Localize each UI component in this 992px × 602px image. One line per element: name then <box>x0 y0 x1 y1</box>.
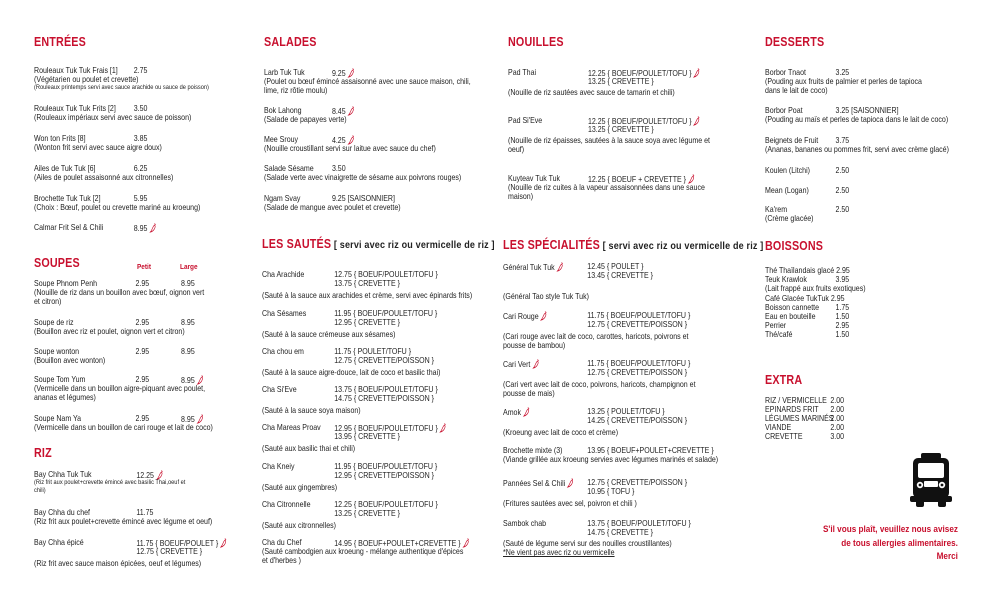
list-item <box>765 423 845 432</box>
item-description: pousse de mais) <box>503 389 555 399</box>
menu-item <box>262 462 438 493</box>
menu-item <box>262 538 463 566</box>
boissons-heading: BOISSONS <box>765 239 824 253</box>
item-name: CREVETTE <box>765 432 803 441</box>
item-name: LÉGUMES MARINÉS <box>765 414 834 423</box>
item-name: Rouleaux Tuk Tuk Frais [1] <box>34 66 118 75</box>
item-name: Soupe wonton <box>34 347 80 356</box>
item-price: 12.25 <box>136 471 154 480</box>
item-price: 2.95 <box>836 266 850 275</box>
menu-item <box>503 446 718 464</box>
item-price: 13.45 { CREVETTE } <box>587 271 654 281</box>
item-name: Kuyteav Tuk Tuk <box>508 174 561 183</box>
menu-item <box>262 347 440 377</box>
menu-item <box>34 318 195 337</box>
item-name: Won ton Frits [8] <box>34 134 86 143</box>
item-description: maison) <box>508 192 534 202</box>
item-price: 11.75 { BOEUF/POULET } <box>136 539 219 548</box>
item-price-large: 8.95 <box>181 347 195 356</box>
item-description: (Rouleaux printemps servi avec sauce arachide ou sauce de poisson) <box>34 84 209 92</box>
extra-list <box>765 396 845 441</box>
item-description: (Pouding au maïs et perles de tapioca dans le lait de coco) <box>765 115 949 125</box>
item-price: 12.75 { CREVETTE/POISSON } <box>587 368 688 378</box>
allergy-notice <box>823 523 958 564</box>
item-description: (Sauté à la sauce aigre-douce, lait de coco et basilic thai) <box>262 368 441 378</box>
item-description: et citron) <box>34 297 62 307</box>
item-description: dans le lait de coco) <box>765 86 828 96</box>
item-description: (Crème glacée) <box>765 214 814 224</box>
menu-item <box>508 174 705 202</box>
item-price-large: 8.95 <box>181 376 195 385</box>
chili-pepper-icon <box>347 68 355 78</box>
item-price-small: 2.95 <box>135 347 150 356</box>
menu-item <box>264 106 347 124</box>
item-price: 13.25 { CREVETTE } <box>334 509 401 519</box>
item-price: 9.25 <box>331 69 346 78</box>
allergy-notice-thanks: Merci <box>936 551 958 562</box>
item-description: (Ananas, bananes ou pommes frit, servi avec crème glacé) <box>765 145 949 155</box>
item-description: (Bouillon avec wonton) <box>34 356 106 366</box>
item-price-large: 8.95 <box>181 415 195 424</box>
soupes-heading: SOUPES <box>34 256 80 270</box>
item-description: (Nouille de riz cuites à la vapeur assaisonnées dans une sauce <box>508 183 705 193</box>
item-price: 12.25 { BOEUF + CREVETTE } <box>587 175 687 184</box>
petit-column-label: Petit <box>137 262 151 271</box>
item-price-small: 2.95 <box>135 375 150 384</box>
list-item <box>765 266 866 275</box>
item-description: (Nouille de riz épaisses, sautées à la sauce soya avec légume et <box>508 136 710 146</box>
item-price: 11.75 { POULET/TOFU } <box>334 347 412 356</box>
menu-item <box>34 470 185 495</box>
sautes-title: LES SAUTÉS <box>262 237 332 251</box>
list-item <box>765 432 845 441</box>
specialites-subtitle: [ servi avec riz ou vermicelle de riz ] <box>599 240 764 252</box>
chili-pepper-icon <box>693 116 701 126</box>
entrees-heading: ENTRÉES <box>34 35 86 49</box>
list-item <box>765 284 866 293</box>
item-description: (Sauté à la sauce crémeuse aux sésames) <box>262 330 396 340</box>
item-price-small: 2.95 <box>135 318 150 327</box>
item-price: 13.25 { CREVETTE } <box>587 125 654 135</box>
specialites-heading <box>503 238 763 252</box>
item-price: 3.25 [SAISONNIER] <box>835 106 899 115</box>
item-price: 10.95 { TOFU } <box>587 487 635 497</box>
item-price: 2.00 <box>830 423 845 432</box>
chili-pepper-icon <box>540 311 548 321</box>
chili-pepper-icon <box>532 359 540 369</box>
menu-item <box>503 478 688 509</box>
item-name: Bay Chha Tuk Tuk <box>34 470 92 479</box>
menu-item <box>262 309 438 340</box>
item-price: 3.75 <box>835 136 850 145</box>
salades-heading: SALADES <box>264 35 317 49</box>
menu-item <box>765 166 850 175</box>
large-column-label: Large <box>180 262 198 271</box>
item-name: Cari Vert <box>503 360 531 369</box>
item-name: Bay Chha épicé <box>34 538 84 547</box>
item-price: 12.95 { CREVETTE } <box>334 318 401 328</box>
item-name: VIANDE <box>765 423 792 432</box>
list-item <box>765 405 845 414</box>
allergy-notice-line: de tous allergies alimentaires. <box>841 537 958 549</box>
menu-item <box>765 186 850 195</box>
chili-pepper-icon <box>693 68 701 78</box>
item-description: (Nouille croustillant servi sur laitue avec sauce du chef) <box>264 144 436 154</box>
list-item <box>765 396 845 405</box>
item-name: Beignets de Fruit <box>765 136 819 145</box>
item-description: (Riz frit aux poulet+crevette émincé avec légume et oeuf) <box>34 517 213 527</box>
chili-pepper-icon <box>347 106 355 116</box>
item-price: 3.85 <box>133 134 148 143</box>
menu-item <box>503 407 688 438</box>
item-name: Café Glacée TukTuk <box>765 293 829 303</box>
item-price: 11.95 { BOEUF/POULET/TOFU } <box>334 462 438 471</box>
item-price: 13.95 { CREVETTE } <box>334 432 401 442</box>
chili-pepper-icon <box>347 135 355 145</box>
item-name: Cari Rouge <box>503 312 539 321</box>
menu-item <box>508 116 710 155</box>
item-price-small: 2.95 <box>135 414 150 423</box>
item-description: (Végétarien ou poulet et crevette) <box>34 75 139 85</box>
list-item <box>765 414 845 423</box>
item-name: Salade Sésame <box>264 164 314 173</box>
item-description: pousse de bambou) <box>503 341 566 351</box>
item-price: 14.95 { BOEUF+POULET+CREVETTE } <box>334 539 461 548</box>
item-description: (Poulet ou bœuf émincé assaisonné avec une sauce maison, chili, <box>264 77 471 87</box>
item-price-large: 8.95 <box>181 279 195 288</box>
menu-item <box>34 223 148 233</box>
item-description: (Viande grillée aux kroeung servies avec légumes marinés et salade) <box>503 455 719 465</box>
item-description: (Sauté aux citronnelles) <box>262 521 336 531</box>
menu-item <box>34 375 205 403</box>
item-price: 12.75 { CREVETTE/POISSON } <box>587 478 688 487</box>
item-price: 1.50 <box>835 330 850 340</box>
item-price: 2.00 <box>830 414 845 423</box>
item-price: 13.25 { CREVETTE } <box>587 77 654 87</box>
chili-pepper-icon <box>567 478 575 488</box>
menu-item <box>264 194 401 212</box>
chili-pepper-icon <box>556 262 564 272</box>
item-description: (Bouillon avec riz et poulet, oignon vert et citron) <box>34 327 185 337</box>
item-price: 13.75 { BOEUF/POULET/TOFU } <box>587 519 691 528</box>
item-price: 2.50 <box>835 186 850 195</box>
item-name: Soupe de riz <box>34 318 74 327</box>
chili-pepper-icon <box>523 407 531 417</box>
item-price: 11.95 { BOEUF/POULET/TOFU } <box>334 309 438 318</box>
item-price: 2.50 <box>835 205 850 214</box>
item-name: Cha Si'Eve <box>262 385 297 394</box>
menu-item <box>508 68 692 98</box>
sautes-subtitle: [ servi avec riz ou vermicelle de riz ] <box>331 239 495 251</box>
item-name: Brochette Tuk Tuk [2] <box>34 194 101 203</box>
item-price: 11.75 <box>136 508 154 517</box>
item-description: (Salade verte avec vinaigrette de sésame aux poivrons rouges) <box>264 173 462 183</box>
item-price: 14.75 { CREVETTE/POISSON } <box>334 394 435 404</box>
item-name: Général Tuk Tuk <box>503 263 555 272</box>
item-description: (Fritures sautées avec sel, poivron et chili ) <box>503 499 637 509</box>
item-price: 14.25 { CREVETTE/POISSON } <box>587 416 688 426</box>
item-price: 2.95 <box>835 321 850 331</box>
item-price: 2.50 <box>835 166 850 175</box>
item-name: Pad Thai <box>508 68 537 77</box>
item-price: 6.25 <box>133 164 148 173</box>
item-price: 1.75 <box>835 302 850 312</box>
item-price: 14.75 { CREVETTE } <box>587 528 654 538</box>
item-price: 8.45 <box>331 107 346 116</box>
item-name: Ka'rem <box>765 205 788 214</box>
item-name: Mee Srouy <box>264 135 299 144</box>
item-price: 3.25 <box>835 68 850 77</box>
menu-item <box>765 106 948 124</box>
specialites-title: LES SPÉCIALITÉS <box>503 238 600 252</box>
menu-item <box>262 423 438 454</box>
item-price: 1.50 <box>835 312 850 322</box>
item-note: *Ne vient pas avec riz ou vermicelle <box>503 548 615 558</box>
item-description: (Cari vert avec lait de coco, poivrons, haricots, champignon et <box>503 380 696 390</box>
item-description: (Salade de mangue avec poulet et crevette) <box>264 203 401 213</box>
item-name: Larb Tuk Tuk <box>264 68 305 77</box>
item-name: Cha Sésames <box>262 309 307 318</box>
item-name: Soupe Tom Yum <box>34 375 86 384</box>
item-description: (Sauté aux gingembres) <box>262 483 338 493</box>
item-price: 2.00 <box>830 405 845 414</box>
item-description: (Lait frappé aux fruits exotiques) <box>765 284 866 294</box>
item-description: (Sauté cambodgien aux kroeung - mélange authentique d'épices <box>262 547 464 557</box>
desserts-heading: DESSERTS <box>765 35 825 49</box>
item-price: 13.25 { POULET/TOFU } <box>587 407 665 416</box>
item-description: (Riz frit aux poulet+crevette émincé avec basilic Thai,oeuf et <box>34 479 186 487</box>
item-name: Cha Mareas Proav <box>262 423 321 432</box>
item-price: 9.25 [SAISONNIER] <box>331 194 395 203</box>
allergy-notice-line: S'il vous plaît, veuillez nous avisez <box>823 524 958 535</box>
item-description: ananas et légumes) <box>34 393 96 403</box>
item-name: Ngam Svay <box>264 194 301 203</box>
menu-item <box>34 66 209 92</box>
chili-pepper-icon <box>156 470 164 480</box>
chili-pepper-icon <box>440 423 448 433</box>
item-name: Soupe Nam Ya <box>34 414 82 423</box>
item-price: 8.95 <box>133 224 148 233</box>
item-price: 12.95 { CREVETTE/POISSON } <box>334 471 435 481</box>
menu-item <box>34 414 213 432</box>
menu-item <box>34 279 204 307</box>
item-price: 12.75 { BOEUF/POULET/TOFU } <box>334 270 438 279</box>
menu-item <box>264 164 461 182</box>
menu-item <box>765 205 850 224</box>
menu-item <box>503 519 691 558</box>
menu-item <box>264 135 436 153</box>
item-name: Perrier <box>765 321 787 331</box>
item-name: Cha Kneiy <box>262 462 295 471</box>
menu-item <box>34 347 195 366</box>
chili-pepper-icon <box>196 375 204 385</box>
item-description: (Sauté de légume servi sur des nouilles croustillantes) <box>503 539 672 549</box>
item-name: Amok <box>503 408 522 417</box>
list-item <box>765 294 866 303</box>
menu-item <box>34 104 191 122</box>
list-item <box>765 312 866 321</box>
item-name: Bok Lahong <box>264 106 302 115</box>
menu-item <box>262 385 438 416</box>
item-name: Koulen (Litchi) <box>765 166 811 175</box>
menu-item <box>264 68 471 96</box>
item-name: Cha chou em <box>262 347 304 356</box>
item-name: Cha du Chef <box>262 538 302 547</box>
menu-item <box>34 164 173 182</box>
chili-pepper-icon <box>149 223 157 233</box>
item-price: 12.75 { CREVETTE/POISSON } <box>587 320 688 330</box>
chili-pepper-icon <box>196 414 204 424</box>
item-description: (Nouille de riz dans un bouillon avec bœuf, oignon vert <box>34 288 205 298</box>
menu-item <box>34 508 212 526</box>
item-name: Borbor Tnaot <box>765 68 806 77</box>
item-name: Calmar Frit Sel & Chili <box>34 223 104 232</box>
item-description: (Vermicelle dans un bouillon aigre-piquant avec poulet, <box>34 384 206 394</box>
item-name: Boisson cannette <box>765 302 820 312</box>
item-name: Sambok chab <box>503 519 547 528</box>
chili-pepper-icon <box>462 538 470 548</box>
item-description: (Vermicelle dans un bouillon de cari rouge et lait de coco) <box>34 423 213 433</box>
item-name: Bay Chha du chef <box>34 508 90 517</box>
item-price-large: 8.95 <box>181 318 195 327</box>
menu-item <box>262 270 472 300</box>
item-price: 2.95 <box>830 293 845 303</box>
item-name: Borbor Poat <box>765 106 803 115</box>
item-price: 11.75 { BOEUF/POULET/TOFU } <box>587 359 691 368</box>
chili-pepper-icon <box>688 174 696 184</box>
menu-item <box>34 194 200 212</box>
item-description: (Cari rouge avec lait de coco, carottes, haricots, poivrons et <box>503 332 689 342</box>
item-description: (Rouleaux impériaux servi avec sauce de poisson) <box>34 113 192 123</box>
item-description: (Riz frit avec sauce maison épicées, oeuf et légumes) <box>34 559 202 569</box>
menu-item <box>503 311 689 351</box>
item-name: Teuk Krawlok <box>765 275 807 285</box>
drinks-list <box>765 266 866 340</box>
menu-item <box>34 538 219 569</box>
item-price: 13.75 { BOEUF/POULET/TOFU } <box>334 385 438 394</box>
item-description: (Sauté aux basilic thai et chili) <box>262 444 356 454</box>
item-price: 12.75 { CREVETTE/POISSON } <box>334 356 435 366</box>
item-price: 2.00 <box>830 396 845 405</box>
item-price: 11.75 { BOEUF/POULET/TOFU } <box>587 311 691 320</box>
item-description: lime, riz rôtie moulu) <box>264 86 328 96</box>
riz-heading: RIZ <box>34 446 52 460</box>
item-price: 12.25 { BOEUF/POULET/TOFU } <box>587 117 692 126</box>
item-name: Pannées Sel & Chili <box>503 479 566 488</box>
item-price: 12.25 { BOEUF/POULET/TOFU } <box>334 500 438 509</box>
item-name: Eau en bouteille <box>765 312 816 322</box>
item-name: Soupe Phnom Penh <box>34 279 98 288</box>
item-description: (Choix : Bœuf, poulet ou crevette mariné au kroeung) <box>34 203 201 213</box>
item-name: Thé/café <box>765 330 793 340</box>
item-description: (Sauté à la sauce aux arachides et crème, servi avec épinards frits) <box>262 291 473 301</box>
item-price: 3.00 <box>830 432 845 441</box>
item-price: 3.95 <box>835 275 850 285</box>
item-price: 12.45 { POULET } <box>587 262 644 271</box>
item-price: 12.75 { CREVETTE } <box>136 547 203 557</box>
item-name: RIZ / VERMICELLE <box>765 396 827 405</box>
list-item <box>765 321 866 330</box>
menu-item <box>503 359 696 399</box>
list-item <box>765 275 866 284</box>
item-price: 2.75 <box>133 66 148 75</box>
item-name: Brochette mixte (3) <box>503 446 563 455</box>
menu-item <box>34 134 162 152</box>
item-description: oeuf) <box>508 145 525 155</box>
item-description: (Ailes de poulet assaisonné aux citronnelles) <box>34 173 174 183</box>
item-price: 12.95 { BOEUF/POULET/TOFU } <box>334 424 438 433</box>
item-description: chili) <box>34 487 46 495</box>
menu-item <box>765 68 922 96</box>
item-description: (Sauté à la sauce soya maison) <box>262 406 361 416</box>
menu-item <box>262 500 438 531</box>
item-price: 3.50 <box>133 104 148 113</box>
chili-pepper-icon <box>220 538 228 548</box>
item-price: 5.95 <box>133 194 148 203</box>
item-price: 12.25 { BOEUF/POULET/TOFU } <box>587 69 692 78</box>
sautes-heading <box>262 237 495 251</box>
item-name: Mean (Logan) <box>765 186 809 195</box>
tuk-tuk-icon <box>908 452 954 508</box>
item-name: Ailes de Tuk Tuk [6] <box>34 164 96 173</box>
menu-item <box>765 136 949 154</box>
item-price: 13.95 { BOEUF+POULET+CREVETTE } <box>587 446 714 455</box>
list-item <box>765 330 866 339</box>
item-description: et d'herbes ) <box>262 556 301 566</box>
item-name: Cha Citronnelle <box>262 500 311 509</box>
item-name: Pad Si'Eve <box>508 116 543 125</box>
item-description: (Nouille de riz sautées avec sauce de tamarin et chili) <box>508 88 675 98</box>
item-description: (Général Tao style Tuk Tuk) <box>503 292 589 302</box>
list-item <box>765 303 866 312</box>
item-description: (Wonton frit servi avec sauce aigre doux) <box>34 143 162 153</box>
nouilles-heading: NOUILLES <box>508 35 564 49</box>
item-name: Cha Arachide <box>262 270 305 279</box>
item-price-small: 2.95 <box>135 279 150 288</box>
item-description: (Pouding aux fruits de palmier et perles de tapioca <box>765 77 922 87</box>
item-description: (Kroeung avec lait de coco et crème) <box>503 428 619 438</box>
extra-heading: EXTRA <box>765 373 803 387</box>
item-name: Thé Thaïlandais glacé <box>765 266 835 275</box>
item-name: Rouleaux Tuk Tuk Frits [2] <box>34 104 116 113</box>
item-price: 13.75 { CREVETTE } <box>334 279 401 289</box>
item-description: (Salade de papayes verte) <box>264 115 347 125</box>
item-price: 4.25 <box>331 136 346 145</box>
item-price: 3.50 <box>331 164 346 173</box>
item-name: EPINARDS FRIT <box>765 405 819 414</box>
menu-item <box>503 262 654 302</box>
